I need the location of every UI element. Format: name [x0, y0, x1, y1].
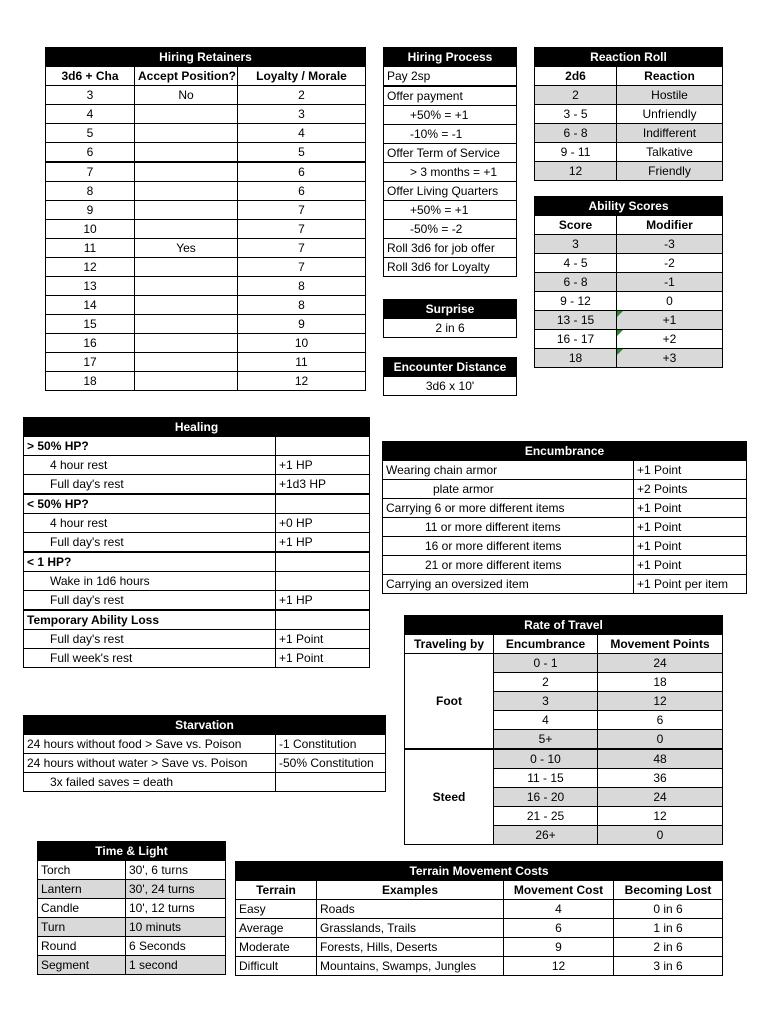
table-cell: 6 [238, 182, 366, 201]
table-row [236, 919, 723, 938]
table-cell: 2 [238, 86, 366, 105]
list-item [384, 163, 517, 182]
table-row [46, 201, 366, 220]
hiring-step: > 3 months = +1 [384, 163, 517, 182]
table-cell: 30', 24 turns [126, 880, 226, 899]
table-cell: 4 [238, 124, 366, 143]
column-header: Examples [317, 881, 504, 900]
table-row [46, 182, 366, 201]
table-cell: Roads [317, 900, 504, 919]
table-cell: Moderate [236, 938, 317, 957]
starvation-value [276, 773, 386, 792]
table-cell: 2 [535, 86, 617, 105]
terrain-movement-title: Terrain Movement Costs [236, 862, 723, 881]
table-row [46, 334, 366, 353]
healing-value: +1d3 HP [276, 475, 370, 495]
table-cell: 5 [238, 143, 366, 163]
column-header: Accept Position? [135, 67, 238, 86]
hiring-step: Roll 3d6 for job offer [384, 239, 517, 258]
starvation-value: -1 Constitution [276, 735, 386, 754]
table-cell: Segment [38, 956, 126, 975]
table-cell: 8 [238, 296, 366, 315]
table-cell: 24 [598, 654, 723, 673]
table-row [535, 330, 723, 349]
table-row [46, 315, 366, 334]
table-cell: 18 [535, 349, 617, 368]
table-cell: 4 [504, 900, 614, 919]
table-cell: Easy [236, 900, 317, 919]
column-header: Movement Points [598, 635, 723, 654]
table-row [46, 277, 366, 296]
table-row [46, 105, 366, 124]
table-cell [135, 201, 238, 220]
table-row [535, 143, 723, 162]
table-row [535, 254, 723, 273]
table-cell: 7 [238, 201, 366, 220]
table-row [236, 957, 723, 976]
list-item [384, 67, 517, 87]
table-row [24, 533, 370, 553]
table-cell: 6 Seconds [126, 937, 226, 956]
healing-label: 4 hour rest [24, 456, 276, 475]
table-cell: 10', 12 turns [126, 899, 226, 918]
table-cell: 1 in 6 [614, 919, 723, 938]
table-cell: 3 [494, 692, 598, 711]
table-cell: Candle [38, 899, 126, 918]
encumbrance-value: +1 Point [634, 499, 747, 518]
table-row [38, 956, 226, 975]
table-row [535, 162, 723, 181]
table-row [24, 552, 370, 572]
table-cell: 5 [46, 124, 135, 143]
hiring-step: Pay 2sp [384, 67, 517, 87]
table-cell: 0 [598, 826, 723, 845]
list-item [384, 86, 517, 106]
terrain-movement-table [235, 861, 722, 976]
table-row [46, 162, 366, 182]
table-cell: 5+ [494, 730, 598, 750]
table-cell: 12 [504, 957, 614, 976]
table-cell: 12 [535, 162, 617, 181]
healing-value [276, 572, 370, 591]
encounter-distance-value: 3d6 x 10' [384, 377, 517, 396]
table-row [24, 649, 370, 668]
healing-value [276, 494, 370, 514]
ability-scores-table [534, 196, 722, 368]
surprise-table [383, 299, 517, 338]
table-cell: 14 [46, 296, 135, 315]
table-cell: -3 [617, 235, 723, 254]
table-cell: 6 [504, 919, 614, 938]
table-row [46, 353, 366, 372]
table-cell: Mountains, Swamps, Jungles [317, 957, 504, 976]
healing-value: +1 Point [276, 630, 370, 649]
healing-value [276, 610, 370, 630]
table-cell: 17 [46, 353, 135, 372]
table-cell: 6 - 8 [535, 273, 617, 292]
healing-label: 4 hour rest [24, 514, 276, 533]
table-row [535, 292, 723, 311]
table-cell [135, 124, 238, 143]
table-cell: 21 - 25 [494, 807, 598, 826]
table-row [24, 437, 370, 456]
table-row [535, 311, 723, 330]
starvation-value: -50% Constitution [276, 754, 386, 773]
table-row [24, 630, 370, 649]
table-cell: 6 [238, 162, 366, 182]
table-cell: 30', 6 turns [126, 861, 226, 880]
table-cell: 13 [46, 277, 135, 296]
encumbrance-label: Carrying an oversized item [383, 575, 634, 594]
hiring-process-title: Hiring Process [384, 48, 517, 67]
table-row [535, 86, 723, 105]
table-row [405, 749, 723, 769]
healing-label: Full day's rest [24, 475, 276, 495]
hiring-step: Roll 3d6 for Loyalty [384, 258, 517, 277]
table-cell: 3 [535, 235, 617, 254]
starvation-label: 24 hours without water > Save vs. Poison [24, 754, 276, 773]
table-row [383, 575, 747, 594]
column-header: Traveling by [405, 635, 494, 654]
starvation-table [23, 715, 385, 792]
table-row [24, 773, 386, 792]
table-row [46, 220, 366, 239]
column-header: Score [535, 216, 617, 235]
healing-value [276, 437, 370, 456]
list-item [384, 258, 517, 277]
hiring-step: -50% = -2 [384, 220, 517, 239]
column-header: Becoming Lost [614, 881, 723, 900]
encumbrance-value: +1 Point per item [634, 575, 747, 594]
healing-label: Temporary Ability Loss [24, 610, 276, 630]
travel-mode: Foot [405, 654, 494, 750]
table-row [535, 105, 723, 124]
table-cell: 36 [598, 769, 723, 788]
table-row [535, 235, 723, 254]
list-item [384, 144, 517, 163]
table-cell: Torch [38, 861, 126, 880]
table-cell: 7 [238, 220, 366, 239]
table-cell [135, 220, 238, 239]
table-cell: 9 [46, 201, 135, 220]
table-row [24, 514, 370, 533]
table-cell: 16 - 17 [535, 330, 617, 349]
table-cell: 3 [46, 86, 135, 105]
table-cell: -1 [617, 273, 723, 292]
table-cell: 16 [46, 334, 135, 353]
table-cell: 3 [238, 105, 366, 124]
healing-label: Full day's rest [24, 630, 276, 649]
travel-mode: Steed [405, 749, 494, 845]
table-cell: 12 [46, 258, 135, 277]
table-cell: 4 [494, 711, 598, 730]
encumbrance-value: +1 Point [634, 556, 747, 575]
list-item [384, 182, 517, 201]
table-cell: 12 [238, 372, 366, 391]
table-row [383, 461, 747, 480]
starvation-label: 24 hours without food > Save vs. Poison [24, 735, 276, 754]
table-row [383, 556, 747, 575]
time-light-title: Time & Light [38, 842, 226, 861]
table-cell: Forests, Hills, Deserts [317, 938, 504, 957]
table-cell [135, 277, 238, 296]
hiring-step: -10% = -1 [384, 125, 517, 144]
table-cell: Yes [135, 239, 238, 258]
table-cell: +3 [617, 349, 723, 368]
table-row [383, 480, 747, 499]
column-header: 3d6 + Cha [46, 67, 135, 86]
table-cell: 9 - 11 [535, 143, 617, 162]
starvation-label: 3x failed saves = death [24, 773, 276, 792]
table-row [38, 899, 226, 918]
table-cell [135, 143, 238, 163]
table-cell: +1 [617, 311, 723, 330]
hiring-step: Offer Term of Service [384, 144, 517, 163]
encumbrance-table [382, 441, 746, 594]
column-header: Encumbrance [494, 635, 598, 654]
table-cell: 0 - 1 [494, 654, 598, 673]
table-row [38, 880, 226, 899]
table-cell: 12 [598, 692, 723, 711]
table-cell [135, 372, 238, 391]
healing-value [276, 552, 370, 572]
healing-value: +1 HP [276, 533, 370, 553]
table-cell: Lantern [38, 880, 126, 899]
hiring-step: +50% = +1 [384, 201, 517, 220]
table-cell: 4 [46, 105, 135, 124]
starvation-title: Starvation [24, 716, 386, 735]
list-item [384, 201, 517, 220]
table-cell: 11 [46, 239, 135, 258]
table-row [535, 124, 723, 143]
table-row [46, 143, 366, 163]
table-row [24, 572, 370, 591]
encumbrance-label: Carrying 6 or more different items [383, 499, 634, 518]
column-header: Reaction [617, 67, 723, 86]
encounter-distance-table [383, 357, 517, 396]
list-item [384, 220, 517, 239]
table-cell: Turn [38, 918, 126, 937]
hiring-step: Offer Living Quarters [384, 182, 517, 201]
healing-label: < 1 HP? [24, 552, 276, 572]
healing-label: Full day's rest [24, 591, 276, 611]
table-row [236, 900, 723, 919]
reaction-roll-table [534, 47, 722, 181]
list-item [384, 239, 517, 258]
table-cell: 8 [238, 277, 366, 296]
table-row [405, 654, 723, 673]
table-cell: Friendly [617, 162, 723, 181]
table-cell: 11 [238, 353, 366, 372]
healing-value: +1 HP [276, 591, 370, 611]
healing-label: Full day's rest [24, 533, 276, 553]
table-cell [135, 258, 238, 277]
table-row [24, 475, 370, 495]
hiring-step: +50% = +1 [384, 106, 517, 125]
list-item [384, 106, 517, 125]
table-row [38, 918, 226, 937]
surprise-value: 2 in 6 [384, 319, 517, 338]
reaction-roll-title: Reaction Roll [535, 48, 723, 67]
table-cell: 18 [598, 673, 723, 692]
table-cell: 11 - 15 [494, 769, 598, 788]
table-cell: Round [38, 937, 126, 956]
table-cell: 48 [598, 749, 723, 769]
rate-of-travel-table [404, 615, 722, 845]
table-row [535, 273, 723, 292]
table-cell: 13 - 15 [535, 311, 617, 330]
table-cell: Grasslands, Trails [317, 919, 504, 938]
table-cell: 10 [46, 220, 135, 239]
table-cell: 7 [238, 258, 366, 277]
encumbrance-value: +2 Points [634, 480, 747, 499]
table-cell: Talkative [617, 143, 723, 162]
table-cell: 1 second [126, 956, 226, 975]
table-cell: 0 [598, 730, 723, 750]
table-row [38, 937, 226, 956]
table-cell [135, 296, 238, 315]
table-cell: 4 - 5 [535, 254, 617, 273]
table-row [46, 124, 366, 143]
healing-label: < 50% HP? [24, 494, 276, 514]
table-cell: 2 in 6 [614, 938, 723, 957]
encumbrance-value: +1 Point [634, 518, 747, 537]
table-cell: 9 [504, 938, 614, 957]
table-cell: 6 [598, 711, 723, 730]
table-cell: 0 [617, 292, 723, 311]
table-cell: 0 - 10 [494, 749, 598, 769]
table-cell: No [135, 86, 238, 105]
healing-table [23, 417, 369, 668]
table-cell: 9 - 12 [535, 292, 617, 311]
table-row [24, 591, 370, 611]
table-cell: Indifferent [617, 124, 723, 143]
encumbrance-title: Encumbrance [383, 442, 747, 461]
table-cell: 15 [46, 315, 135, 334]
table-cell: Hostile [617, 86, 723, 105]
column-header: Loyalty / Morale [238, 67, 366, 86]
table-cell: 3 in 6 [614, 957, 723, 976]
table-cell: 8 [46, 182, 135, 201]
table-row [24, 735, 386, 754]
table-cell: Average [236, 919, 317, 938]
table-cell: 26+ [494, 826, 598, 845]
table-cell [135, 105, 238, 124]
table-row [38, 861, 226, 880]
time-light-table [37, 841, 225, 975]
table-cell: 0 in 6 [614, 900, 723, 919]
table-cell [135, 315, 238, 334]
list-item [384, 125, 517, 144]
table-cell: 10 [238, 334, 366, 353]
column-header: Modifier [617, 216, 723, 235]
table-row [383, 499, 747, 518]
encumbrance-label: 21 or more different items [383, 556, 634, 575]
table-row [24, 754, 386, 773]
table-cell: 7 [46, 162, 135, 182]
table-row [383, 518, 747, 537]
table-row [24, 610, 370, 630]
surprise-title: Surprise [384, 300, 517, 319]
table-row [24, 494, 370, 514]
table-row [236, 938, 723, 957]
column-header: Terrain [236, 881, 317, 900]
healing-value: +1 Point [276, 649, 370, 668]
column-header: Movement Cost [504, 881, 614, 900]
ability-scores-title: Ability Scores [535, 197, 723, 216]
hiring-process-table [383, 47, 517, 277]
encumbrance-label: Wearing chain armor [383, 461, 634, 480]
table-row [46, 296, 366, 315]
table-row [46, 372, 366, 391]
hiring-retainers-title: Hiring Retainers [46, 48, 366, 67]
table-cell: 16 - 20 [494, 788, 598, 807]
table-cell: 12 [598, 807, 723, 826]
table-row [24, 456, 370, 475]
encumbrance-label: 16 or more different items [383, 537, 634, 556]
encounter-distance-title: Encounter Distance [384, 358, 517, 377]
table-row [46, 86, 366, 105]
table-cell: 3 - 5 [535, 105, 617, 124]
encumbrance-value: +1 Point [634, 537, 747, 556]
table-cell: 10 minuts [126, 918, 226, 937]
encumbrance-label: plate armor [383, 480, 634, 499]
table-cell: 2 [494, 673, 598, 692]
encumbrance-value: +1 Point [634, 461, 747, 480]
healing-label: > 50% HP? [24, 437, 276, 456]
table-cell: Difficult [236, 957, 317, 976]
column-header: 2d6 [535, 67, 617, 86]
table-cell: 9 [238, 315, 366, 334]
healing-value: +1 HP [276, 456, 370, 475]
table-cell [135, 182, 238, 201]
healing-label: Full week's rest [24, 649, 276, 668]
table-cell [135, 334, 238, 353]
table-cell: -2 [617, 254, 723, 273]
healing-title: Healing [24, 418, 370, 437]
table-cell: 6 - 8 [535, 124, 617, 143]
table-cell: 18 [46, 372, 135, 391]
table-cell [135, 353, 238, 372]
table-cell [135, 162, 238, 182]
encumbrance-label: 11 or more different items [383, 518, 634, 537]
table-cell: Unfriendly [617, 105, 723, 124]
table-cell: +2 [617, 330, 723, 349]
table-row [383, 537, 747, 556]
hiring-step: Offer payment [384, 86, 517, 106]
table-cell: 7 [238, 239, 366, 258]
table-cell: 24 [598, 788, 723, 807]
healing-value: +0 HP [276, 514, 370, 533]
table-row [46, 258, 366, 277]
healing-label: Wake in 1d6 hours [24, 572, 276, 591]
table-row [46, 239, 366, 258]
table-row [535, 349, 723, 368]
rate-of-travel-title: Rate of Travel [405, 616, 723, 635]
table-cell: 6 [46, 143, 135, 163]
hiring-retainers-table [45, 47, 365, 391]
